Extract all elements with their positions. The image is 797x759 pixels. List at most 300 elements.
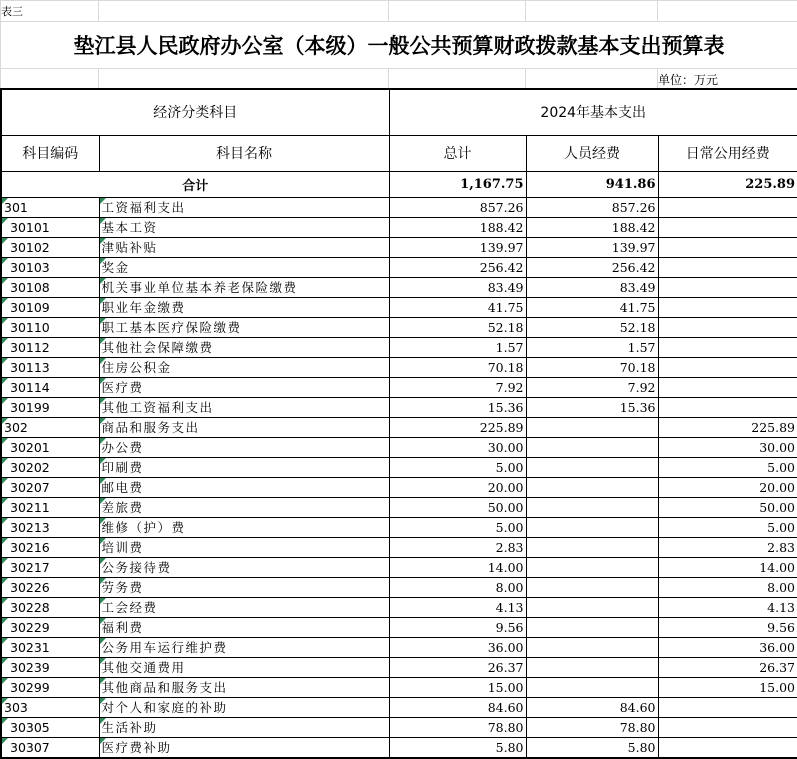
text-number-indicator-icon (100, 298, 106, 304)
cell-value: 4.13 (767, 600, 795, 615)
cell-value: 50.00 (759, 500, 795, 515)
total-public[interactable]: 225.89 (658, 171, 797, 197)
row-name-cell[interactable] (99, 637, 389, 657)
row-code-cell[interactable] (1, 497, 99, 517)
cell-value: 15.36 (620, 400, 656, 415)
row-total-cell[interactable] (389, 517, 526, 537)
unit-label[interactable]: 单位：万元 (658, 69, 797, 90)
cell-value: 41.75 (620, 300, 656, 315)
page-title[interactable]: 垫江县人民政府办公室（本级）一般公共预算财政拨款基本支出预算表 (1, 22, 797, 69)
row-code-cell[interactable] (1, 237, 99, 257)
empty-cell[interactable] (99, 1, 389, 22)
text-number-indicator-icon (100, 238, 106, 244)
text-number-indicator-icon (2, 338, 8, 344)
cell-value: 劳务费 (102, 580, 144, 595)
cell-value: 医疗费补助 (102, 740, 172, 755)
row-total-cell[interactable] (389, 717, 526, 737)
row-public-cell[interactable] (658, 257, 797, 277)
cell-value: 30231 (10, 640, 50, 655)
cell-value: 对个人和家庭的补助 (102, 700, 228, 715)
row-total-cell[interactable] (389, 197, 526, 217)
row-name-cell[interactable] (99, 277, 389, 297)
cell-value: 30305 (10, 720, 50, 735)
cell-value: 78.80 (488, 720, 524, 735)
table-row (1, 557, 797, 577)
row-code-cell[interactable] (1, 297, 99, 317)
text-number-indicator-icon (2, 698, 8, 704)
row-personnel-cell[interactable] (526, 517, 658, 537)
cell-value: 维修（护）费 (102, 520, 186, 535)
row-personnel-cell[interactable] (526, 217, 658, 237)
cell-value: 生活补助 (102, 720, 158, 735)
text-number-indicator-icon (100, 318, 106, 324)
cell-value: 30228 (10, 600, 50, 615)
table-row (1, 717, 797, 737)
table-row (1, 577, 797, 597)
total-label[interactable]: 合计 (1, 171, 389, 197)
cell-value: 30226 (10, 580, 50, 595)
cell-value: 职工基本医疗保险缴费 (102, 320, 242, 335)
cell-value: 139.97 (612, 240, 656, 255)
row-total-cell[interactable] (389, 557, 526, 577)
cell-value: 30101 (10, 220, 50, 235)
text-number-indicator-icon (2, 658, 8, 664)
row-name-cell[interactable] (99, 557, 389, 577)
cell-value: 36.00 (759, 640, 795, 655)
row-name-cell[interactable] (99, 677, 389, 697)
row-code-cell[interactable] (1, 657, 99, 677)
cell-value: 9.56 (496, 620, 524, 635)
row-code-cell[interactable] (1, 317, 99, 337)
cell-value: 52.18 (488, 320, 524, 335)
row-personnel-cell[interactable] (526, 197, 658, 217)
text-number-indicator-icon (2, 678, 8, 684)
cell-value: 30109 (10, 300, 50, 315)
row-code-cell[interactable] (1, 697, 99, 717)
table-row (1, 537, 797, 557)
cell-value: 公务接待费 (102, 560, 172, 575)
row-name-cell[interactable] (99, 377, 389, 397)
row-personnel-cell[interactable] (526, 237, 658, 257)
table-row (1, 697, 797, 717)
cell-value: 225.89 (480, 420, 524, 435)
cell-value: 30199 (10, 400, 50, 415)
row-name-cell[interactable] (99, 257, 389, 277)
cell-value: 30102 (10, 240, 50, 255)
row-code-cell[interactable] (1, 677, 99, 697)
text-number-indicator-icon (2, 598, 8, 604)
text-number-indicator-icon (2, 518, 8, 524)
cell-value: 5.00 (496, 520, 524, 535)
cell-value: 8.00 (767, 580, 795, 595)
row-public-cell[interactable] (658, 537, 797, 557)
cell-value: 70.18 (620, 360, 656, 375)
cell-value: 857.26 (612, 200, 656, 215)
row-name-cell[interactable] (99, 217, 389, 237)
table-row (1, 337, 797, 357)
cell-value: 30108 (10, 280, 50, 295)
text-number-indicator-icon (100, 538, 106, 544)
row-personnel-cell[interactable] (526, 477, 658, 497)
header-name[interactable]: 科目名称 (99, 135, 389, 171)
text-number-indicator-icon (2, 198, 8, 204)
row-public-cell[interactable] (658, 497, 797, 517)
cell-value: 20.00 (759, 480, 795, 495)
cell-value: 基本工资 (102, 220, 158, 235)
row-total-cell[interactable] (389, 337, 526, 357)
row-personnel-cell[interactable] (526, 257, 658, 277)
table-row (1, 737, 797, 758)
row-code-cell[interactable] (1, 457, 99, 477)
empty-cell[interactable] (1, 69, 99, 90)
empty-cell[interactable] (389, 69, 526, 90)
row-personnel-cell[interactable] (526, 617, 658, 637)
header-year-basic[interactable]: 2024年基本支出 (389, 89, 797, 135)
row-code-cell[interactable] (1, 557, 99, 577)
text-number-indicator-icon (100, 258, 106, 264)
text-number-indicator-icon (100, 558, 106, 564)
cell-value: 30213 (10, 520, 50, 535)
cell-value: 26.37 (759, 660, 795, 675)
empty-cell[interactable] (99, 69, 389, 90)
row-total-cell[interactable] (389, 737, 526, 758)
text-number-indicator-icon (2, 438, 8, 444)
row-name-cell[interactable] (99, 577, 389, 597)
table-row (1, 297, 797, 317)
row-code-cell[interactable] (1, 537, 99, 557)
cell-value: 302 (4, 420, 28, 435)
row-code-cell[interactable] (1, 637, 99, 657)
row-public-cell[interactable] (658, 597, 797, 617)
row-name-cell[interactable] (99, 397, 389, 417)
text-number-indicator-icon (2, 738, 8, 744)
cell-value: 邮电费 (102, 480, 144, 495)
cell-value: 30103 (10, 260, 50, 275)
text-number-indicator-icon (2, 558, 8, 564)
row-code-cell[interactable] (1, 577, 99, 597)
row-public-cell[interactable] (658, 197, 797, 217)
cell-value: 工会经费 (102, 600, 158, 615)
cell-value: 78.80 (620, 720, 656, 735)
row-personnel-cell[interactable] (526, 437, 658, 457)
cell-value: 50.00 (488, 500, 524, 515)
row-personnel-cell[interactable] (526, 277, 658, 297)
row-personnel-cell[interactable] (526, 337, 658, 357)
row-public-cell[interactable] (658, 457, 797, 477)
row-name-cell[interactable] (99, 457, 389, 477)
row-personnel-cell[interactable] (526, 457, 658, 477)
row-name-cell[interactable] (99, 657, 389, 677)
row-name-cell[interactable] (99, 497, 389, 517)
row-code-cell[interactable] (1, 377, 99, 397)
cell-value: 30216 (10, 540, 50, 555)
row-total-cell[interactable] (389, 697, 526, 717)
row-total-cell[interactable] (389, 597, 526, 617)
cell-value: 2.83 (767, 540, 795, 555)
text-number-indicator-icon (100, 338, 106, 344)
text-number-indicator-icon (2, 418, 8, 424)
row-public-cell[interactable] (658, 737, 797, 758)
cell-value: 其他工资福利支出 (102, 400, 214, 415)
row-code-cell[interactable] (1, 597, 99, 617)
text-number-indicator-icon (100, 498, 106, 504)
row-total-cell[interactable] (389, 497, 526, 517)
text-number-indicator-icon (100, 458, 106, 464)
cell-value: 256.42 (612, 260, 656, 275)
row-personnel-cell[interactable] (526, 637, 658, 657)
row-public-cell[interactable] (658, 217, 797, 237)
row-public-cell[interactable] (658, 717, 797, 737)
row-public-cell[interactable] (658, 357, 797, 377)
row-personnel-cell[interactable] (526, 537, 658, 557)
row-total-cell[interactable] (389, 397, 526, 417)
row-personnel-cell[interactable] (526, 577, 658, 597)
text-number-indicator-icon (2, 478, 8, 484)
row-name-cell[interactable] (99, 517, 389, 537)
empty-cell[interactable] (526, 1, 658, 22)
row-name-cell[interactable] (99, 597, 389, 617)
text-number-indicator-icon (2, 538, 8, 544)
row-code-cell[interactable] (1, 737, 99, 758)
budget-table (0, 88, 797, 759)
row-personnel-cell[interactable] (526, 357, 658, 377)
cell-value: 8.00 (496, 580, 524, 595)
text-number-indicator-icon (2, 378, 8, 384)
row-code-cell[interactable] (1, 397, 99, 417)
row-public-cell[interactable] (658, 437, 797, 457)
row-name-cell[interactable] (99, 697, 389, 717)
text-number-indicator-icon (100, 618, 106, 624)
header-econ-class[interactable]: 经济分类科目 (1, 89, 389, 135)
cell-value: 70.18 (488, 360, 524, 375)
header-total[interactable]: 总计 (389, 135, 526, 171)
cell-value: 职业年金缴费 (102, 300, 186, 315)
row-code-cell[interactable] (1, 617, 99, 637)
row-code-cell[interactable] (1, 417, 99, 437)
cell-value: 差旅费 (102, 500, 144, 515)
text-number-indicator-icon (100, 678, 106, 684)
empty-cell[interactable] (389, 1, 526, 22)
row-code-cell[interactable] (1, 357, 99, 377)
table-row (1, 497, 797, 517)
row-public-cell[interactable] (658, 577, 797, 597)
row-total-cell[interactable] (389, 357, 526, 377)
row-code-cell[interactable] (1, 437, 99, 457)
row-total-cell[interactable] (389, 217, 526, 237)
row-public-cell[interactable] (658, 397, 797, 417)
row-personnel-cell[interactable] (526, 397, 658, 417)
text-number-indicator-icon (2, 218, 8, 224)
row-total-cell[interactable] (389, 377, 526, 397)
text-number-indicator-icon (2, 498, 8, 504)
cell-value: 9.56 (767, 620, 795, 635)
row-public-cell[interactable] (658, 337, 797, 357)
text-number-indicator-icon (2, 398, 8, 404)
row-code-cell[interactable] (1, 337, 99, 357)
row-name-cell[interactable] (99, 717, 389, 737)
table-row (1, 377, 797, 397)
table-row (1, 677, 797, 697)
table-row (1, 197, 797, 217)
header-public[interactable]: 日常公用经费 (658, 135, 797, 171)
cell-value: 30.00 (488, 440, 524, 455)
row-code-cell[interactable] (1, 717, 99, 737)
row-name-cell[interactable] (99, 197, 389, 217)
row-public-cell[interactable] (658, 637, 797, 657)
row-public-cell[interactable] (658, 377, 797, 397)
row-public-cell[interactable] (658, 617, 797, 637)
row-name-cell[interactable] (99, 537, 389, 557)
row-personnel-cell[interactable] (526, 297, 658, 317)
text-number-indicator-icon (100, 598, 106, 604)
text-number-indicator-icon (100, 218, 106, 224)
row-name-cell[interactable] (99, 437, 389, 457)
row-total-cell[interactable] (389, 677, 526, 697)
row-total-cell[interactable] (389, 417, 526, 437)
row-total-cell[interactable] (389, 657, 526, 677)
row-personnel-cell[interactable] (526, 557, 658, 577)
cell-value: 津贴补贴 (102, 240, 158, 255)
row-public-cell[interactable] (658, 417, 797, 437)
text-number-indicator-icon (100, 738, 106, 744)
row-name-cell[interactable] (99, 297, 389, 317)
row-personnel-cell[interactable] (526, 377, 658, 397)
text-number-indicator-icon (2, 618, 8, 624)
row-personnel-cell[interactable] (526, 417, 658, 437)
row-total-cell[interactable] (389, 277, 526, 297)
text-number-indicator-icon (2, 278, 8, 284)
text-number-indicator-icon (2, 318, 8, 324)
row-name-cell[interactable] (99, 317, 389, 337)
total-personnel[interactable]: 941.86 (526, 171, 658, 197)
text-number-indicator-icon (2, 718, 8, 724)
row-name-cell[interactable] (99, 737, 389, 758)
row-public-cell[interactable] (658, 557, 797, 577)
row-total-cell[interactable] (389, 237, 526, 257)
cell-value: 83.49 (488, 280, 524, 295)
row-total-cell[interactable] (389, 457, 526, 477)
row-total-cell[interactable] (389, 637, 526, 657)
cell-value: 30113 (10, 360, 50, 375)
row-total-cell[interactable] (389, 317, 526, 337)
row-personnel-cell[interactable] (526, 597, 658, 617)
cell-value: 其他交通费用 (102, 660, 186, 675)
row-personnel-cell[interactable] (526, 717, 658, 737)
row-public-cell[interactable] (658, 277, 797, 297)
row-total-cell[interactable] (389, 257, 526, 277)
text-number-indicator-icon (100, 638, 106, 644)
cell-value: 15.00 (759, 680, 795, 695)
row-public-cell[interactable] (658, 477, 797, 497)
row-name-cell[interactable] (99, 357, 389, 377)
row-name-cell[interactable] (99, 417, 389, 437)
row-code-cell[interactable] (1, 477, 99, 497)
cell-value: 5.80 (496, 740, 524, 755)
row-personnel-cell[interactable] (526, 737, 658, 758)
empty-cell[interactable] (526, 69, 658, 90)
cell-value: 30299 (10, 680, 50, 695)
row-personnel-cell[interactable] (526, 657, 658, 677)
row-public-cell[interactable] (658, 677, 797, 697)
table-row (1, 277, 797, 297)
row-public-cell[interactable] (658, 317, 797, 337)
row-name-cell[interactable] (99, 337, 389, 357)
table-row (1, 357, 797, 377)
cell-value: 30229 (10, 620, 50, 635)
row-personnel-cell[interactable] (526, 497, 658, 517)
cell-value: 5.00 (767, 520, 795, 535)
empty-cell[interactable] (658, 1, 797, 22)
row-public-cell[interactable] (658, 697, 797, 717)
cell-value: 14.00 (488, 560, 524, 575)
row-total-cell[interactable] (389, 577, 526, 597)
table-row (1, 457, 797, 477)
text-number-indicator-icon (100, 698, 106, 704)
text-number-indicator-icon (100, 418, 106, 424)
row-total-cell[interactable] (389, 537, 526, 557)
row-code-cell[interactable] (1, 197, 99, 217)
table-body (1, 197, 797, 758)
cell-value: 公务用车运行维护费 (102, 640, 228, 655)
table-row (1, 417, 797, 437)
text-number-indicator-icon (2, 458, 8, 464)
row-name-cell[interactable] (99, 477, 389, 497)
row-public-cell[interactable] (658, 657, 797, 677)
row-name-cell[interactable] (99, 617, 389, 637)
text-number-indicator-icon (100, 198, 106, 204)
row-code-cell[interactable] (1, 257, 99, 277)
cell-value: 医疗费 (102, 380, 144, 395)
row-personnel-cell[interactable] (526, 697, 658, 717)
corner-label[interactable]: 表三 (1, 1, 99, 22)
cell-value: 2.83 (496, 540, 524, 555)
total-total[interactable]: 1,167.75 (389, 171, 526, 197)
cell-value: 188.42 (612, 220, 656, 235)
cell-value: 30201 (10, 440, 50, 455)
text-number-indicator-icon (2, 638, 8, 644)
row-personnel-cell[interactable] (526, 317, 658, 337)
row-name-cell[interactable] (99, 237, 389, 257)
cell-value: 30307 (10, 740, 50, 755)
row-code-cell[interactable] (1, 517, 99, 537)
cell-value: 83.49 (620, 280, 656, 295)
cell-value: 30202 (10, 460, 50, 475)
row-code-cell[interactable] (1, 217, 99, 237)
table-row (1, 217, 797, 237)
cell-value: 41.75 (488, 300, 524, 315)
table-row (1, 517, 797, 537)
header-personnel[interactable]: 人员经费 (526, 135, 658, 171)
row-public-cell[interactable] (658, 517, 797, 537)
header-code[interactable]: 科目编码 (1, 135, 99, 171)
row-total-cell[interactable] (389, 617, 526, 637)
row-code-cell[interactable] (1, 277, 99, 297)
row-personnel-cell[interactable] (526, 677, 658, 697)
cell-value: 15.36 (488, 400, 524, 415)
row-total-cell[interactable] (389, 297, 526, 317)
row-total-cell[interactable] (389, 477, 526, 497)
cell-value: 26.37 (488, 660, 524, 675)
table-row (1, 477, 797, 497)
text-number-indicator-icon (2, 298, 8, 304)
row-total-cell[interactable] (389, 437, 526, 457)
table-row (1, 397, 797, 417)
row-public-cell[interactable] (658, 237, 797, 257)
cell-value: 机关事业单位基本养老保险缴费 (102, 280, 298, 295)
text-number-indicator-icon (100, 438, 106, 444)
cell-value: 20.00 (488, 480, 524, 495)
row-public-cell[interactable] (658, 297, 797, 317)
